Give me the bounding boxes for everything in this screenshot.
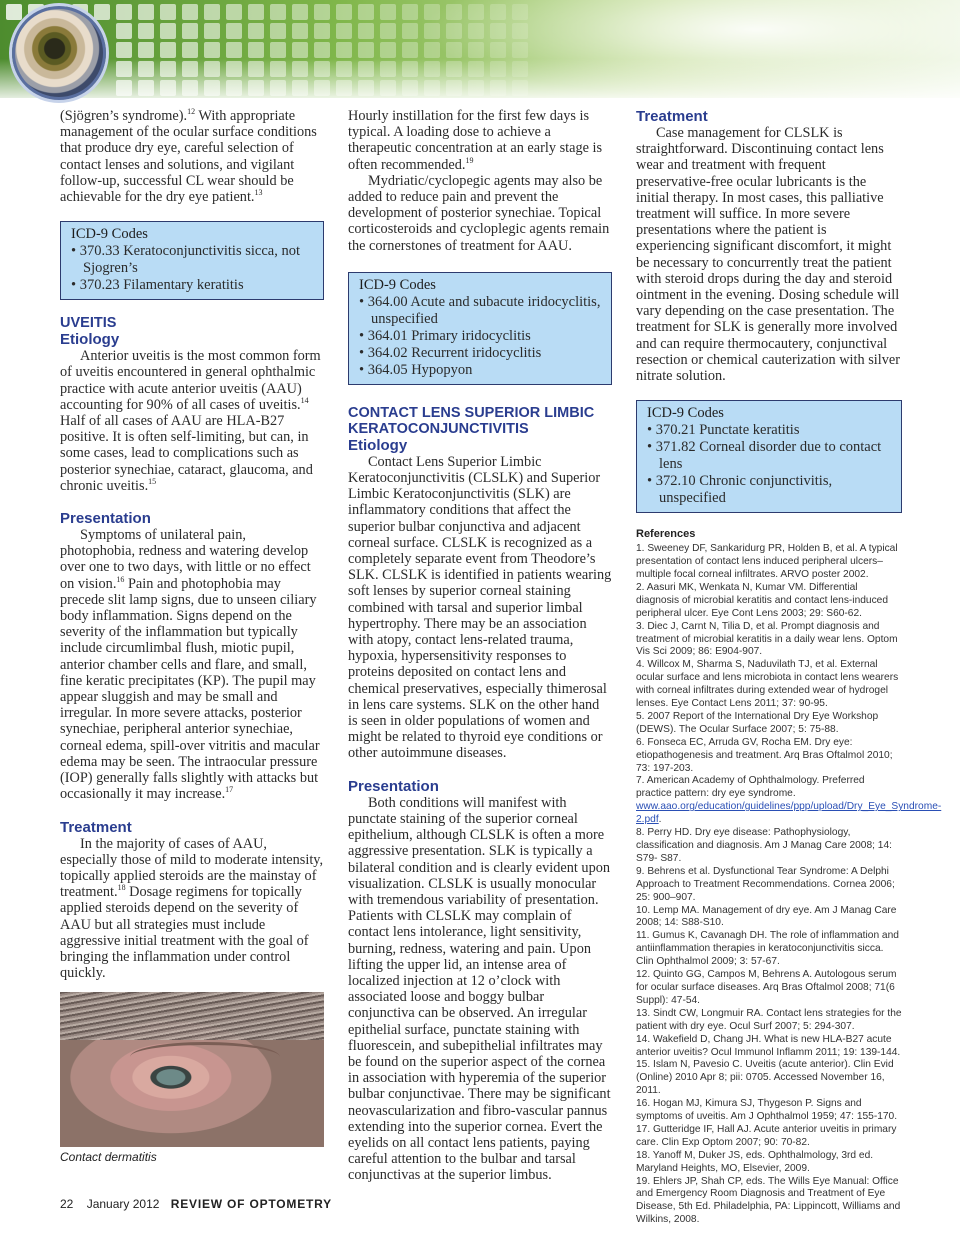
reference-item: 16. Hogan MJ, Kimura SJ, Thygeson P. Signs and symptoms of uveitis. Am J Ophthalmol 1959; 47: 155-170.: [636, 1098, 898, 1123]
subheading-presentation: Presentation: [348, 777, 439, 795]
icd-code-item: • 364.05 Hypopyon: [359, 361, 473, 378]
mydriatic-paragraph: Mydriatic/cyclopegic agents may also be added to reduce pain and prevent the development of posterior synechiae. Topical corticosteroids and cycloplegic agents remain the cornerstones of treatment for AAU.: [348, 172, 610, 254]
photo-caption: Contact dermatitis: [60, 1150, 157, 1164]
reference-item: 6. Fonseca EC, Arruda GV, Rocha EM. Dry eye: etiopathogenesis and treatment. Arq Bras Oftalmol 2010; 73: 197-203.: [636, 736, 893, 774]
icd-code-item: • 370.33 Keratoconjunctivitis sicca, not Sjogren’s: [71, 243, 300, 277]
reference-item: 11. Gumus K, Cavanagh DH. The role of inflammation and antiinflammation therapies in keratoconjunctivitis sicca. Clin Ophthalmol 2009; 3: 57-67.: [636, 930, 899, 968]
aao-guideline-link[interactable]: www.aao.org/education/guidelines/ppp/upload/Dry_Eye_Syndrome-2.pdf: [636, 801, 942, 826]
icd-code-item: • 370.23 Filamentary keratitis: [71, 277, 244, 294]
subheading-etiology: Etiology: [348, 436, 408, 454]
dosing-paragraph: Hourly instillation for the first few days is typical. A loading dose to achieve a therapeutic concentration at an early stage is often recommended.$^{19}$: [348, 108, 603, 173]
clslk-presentation-paragraph: Both conditions will manifest with punctate staining of the superior corneal epithelium, although CLSLK is often a more aggressive presentation. SLK is typically a bilateral condition and is clearly evident upon visualization. CLSLK is usually monocular with tremendous variability of presentation. Patients with CLSLK may complain of contact lens intolerance, light sensitivity, burning, redness, watering and pain. Upon lifting the upper lid, an intense area of localized injection at 12 o’clock with associated loose and boggy bulbar conjunctiva can be observed. An irregular epithelial surface, punctate staining with fluorescein, and subepithelial infiltrates may be found on the superior aspect of the cornea in association with hyperemia of the superior bulbar conjunctivae. There may be significant neovascularization and fibro-vascular pannus extending into the superior cornea. Evert the eyelids on all contact lens patients, paying careful attention to the bulbar and tarsal conjunctivas at the superior limbus.: [348, 794, 611, 1184]
subheading-treatment: Treatment: [636, 108, 708, 125]
reference-item: 12. Quinto GG, Campos M, Behrens A. Autologous serum for ocular surface diseases. Arq Bras Oftalmol 2008; 71(6 Suppl): 47-54.: [636, 969, 897, 1006]
reference-item: 15. Islam N, Pavesio C. Uveitis (acute anterior). Clin Evid (Online) 2010 Apr 8; pii: 0705. Accessed November 16, 2011.: [636, 1059, 894, 1097]
photo-eyelid: [130, 1042, 280, 1072]
icd-code-item: • 364.00 Acute and subacute iridocyclitis, unspecified: [359, 293, 601, 327]
icd-codes-box-3: [636, 400, 902, 513]
icd-codes-title: ICD-9 Codes: [359, 276, 436, 293]
page-footer: [60, 1197, 332, 1211]
reference-item: 10. Lemp MA. Management of dry eye. Am J Manag Care 2008; 14: S88-S10.: [636, 904, 897, 929]
treatment-paragraph: In the majority of cases of AAU, especially those of mild to moderate intensity, topically applied steroids are the mainstay of treatment.$^{18}$ Dosage regimens for topically applied steroids depend on the severity of AAU but all strategies must include aggressive initial treatment with the goal of bringing the inflammation under control quickly.: [60, 835, 324, 982]
magazine-name: REVIEW OF OPTOMETRY: [170, 1197, 332, 1211]
reference-item: 9. Behrens et al. Dysfunctional Tear Syndrome: A Delphi Approach to Treatment Recommendations. Cornea 2006; 25: 900–907.: [636, 865, 895, 903]
icd-codes-title: ICD-9 Codes: [71, 226, 148, 243]
issue-date: January 2012: [86, 1197, 160, 1211]
eye-lens-logo: [12, 6, 106, 100]
section-heading-clslk: CONTACT LENS SUPERIOR LIMBIC KERATOCONJUNCTIVITIS: [348, 404, 595, 437]
reference-item: 18. Yanoff M, Duker JS, eds. Ophthalmology, 3rd ed. Maryland Heights, MO, Elsevier, 2009.: [636, 1149, 874, 1174]
reference-item: 2. Aasuri MK, Wenkata N, Kumar VM. Differential diagnosis of microbial keratitis and contact lens-induced peripheral ulcer. Eye Cont Lens 2003; 29: S60-62.: [636, 581, 888, 619]
reference-item: 3. Diec J, Carnt N, Tilia D, et al. Prompt diagnosis and treatment of microbial keratitis in a daily wear lens. Optom Vis Sci 2009; 86: E904-907.: [636, 620, 898, 658]
reference-item: 8. Perry HD. Dry eye disease: Pathophysiology, classification and diagnosis. Am J Manag Care 2008; 14: S79- S87.: [636, 827, 892, 864]
reference-item: 13. Sindt CW, Longmuir RA. Contact lens strategies for the patient with dry eye. Ocul Surf 2007; 5: 294-307.: [636, 1007, 902, 1032]
section-heading-uveitis: UVEITIS: [60, 315, 117, 332]
icd-codes-box-2: [348, 272, 612, 385]
icd-code-item: • 372.10 Chronic conjunctivitis, unspecified: [647, 473, 833, 507]
intro-paragraph: (Sjögren’s syndrome).$^{12}$ With appropriate management of the ocular surface conditions that produce dry eye, careful selection of contact lenses and solutions, and vigilant follow-up, successful CL wear should be achievable for the dry eye patient.$^{13}$: [60, 107, 317, 206]
reference-item: 14. Wakefield D, Chang JH. What is new HLA-B27 acute anterior uveitis? Ocul Immunol Inflamm 2011; 19: 139-144.: [636, 1033, 901, 1058]
icd-code-item: • 364.02 Recurrent iridocyclitis: [359, 344, 542, 361]
clslk-etiology-paragraph: Contact Lens Superior Limbic Keratoconjunctivitis (CLSLK) and Superior Limbic Keratoconjunctivitis (SLK) are inflammatory conditions that affect the superior bulbar conjunctiva and adjacent corneal surface. CLSLK is recognized as a completely separate event from Theodore’s SLK. CLSLK is identified in patients wearing soft lenses by superior corneal staining combined with tarsal and superior limbal hypertrophy. There may be an association with atopy, contact lens-related trauma, hypoxia, hypersensitivity responses to proteins deposited on contact lens and chemical preservatives, especially thimerosal in lens care systems. SLK on the other hand is seen in older populations of women and might be related to thyroid eye conditions or other autoimmune diseases.: [348, 453, 612, 762]
icd-code-item: • 364.01 Primary iridocyclitis: [359, 327, 531, 344]
presentation-paragraph: Symptoms of unilateral pain, photophobia, redness and watering develop over one to two days, with little or no effect on vision.$^{16}$ Pain and photophobia may precede slit lamp signs, due to unseen ciliary body inflammation. Signs depend on the severity of the inflammation but typically include circumlimbal flush, miotic pupil, anterior chamber cells and flare, and small, fine keratic precipitates (KP). The pupil may appear sluggish and may be small and irregular. In more severe attacks, posterior synechiae, peripheral anterior synechiae, corneal edema, spill-over vitritis and macular edema may be seen. The intraocular pressure (IOP) generally falls slightly with attacks but occasionally it may increase.$^{17}$: [60, 527, 320, 803]
banner-fade: [0, 0, 960, 98]
column-2: [348, 108, 612, 1184]
references-title: References: [636, 528, 696, 541]
contact-dermatitis-photo: [60, 992, 324, 1147]
reference-item-7: 7. American Academy of Ophthalmology. Preferred practice pattern: dry eye syndrome. www.aao.org/education/guidelines/ppp/upload/Dry_Eye_Syndrome-2.pdf.: [636, 775, 942, 826]
header-banner: [0, 0, 960, 98]
reference-item: 5. 2007 Report of the International Dry Eye Workshop (DEWS). The Ocular Surface 2007; 5: 75-88.: [636, 710, 879, 735]
references-list: [636, 528, 942, 1227]
column-3: [636, 108, 942, 1227]
clslk-treatment-paragraph: Case management for CLSLK is straightforward. Discontinuing contact lens wear and treatment with frequent preservative-free ocular lubricants is the initial therapy. In most cases, this palliative treatment will suffice. In more severe presentations where the patient is experiencing significant discomfort, it might be necessary to concurrently treat the patient with steroid drops during the day and steroid ointment in the evening. Dosing schedule will vary depending on the case presentation. The treatment for SLK is generally more involved and can require thermocautery, conjunctival resection or chemical cauterization with silver nitrate solution.: [636, 125, 900, 385]
icd-code-item: • 371.82 Corneal disorder due to contact lens: [647, 439, 882, 473]
icd-code-item: • 370.21 Punctate keratitis: [647, 422, 800, 439]
reference-item: 1. Sweeney DF, Sankaridurg PR, Holden B, et al. A typical presentation of contact lens induced peripheral ulcers–multiple focal corneal infiltrates. ARVO poster 2002.: [636, 543, 898, 580]
subheading-treatment: Treatment: [60, 818, 132, 836]
subheading-etiology: Etiology: [60, 331, 120, 349]
reference-item: 19. Ehlers JP, Shah CP, eds. The Wills Eye Manual: Office and Emergency Room Diagnosis and Treatment of Eye Disease, 5th Ed. Philadelphia, PA: Lippincott, Williams and Wilkins, 2008.: [636, 1175, 901, 1226]
icd-codes-box-1: [60, 221, 324, 300]
reference-item: 4. Willcox M, Sharma S, Naduvilath TJ, et al. External ocular surface and lens microbiota in contact lens wearers with corneal infiltrates during extended wear of hydrogel lenses. Eye Contact Lens 2011; 37: 90-95.: [636, 659, 899, 710]
page-number: 22: [60, 1197, 74, 1211]
etiology-paragraph: Anterior uveitis is the most common form of uveitis encountered in general ophthalmic practice with acute anterior uveitis (AAU) accounting for 90% of all cases of uveitis.$^{14}$ Half of all cases of AAU are HLA-B27 positive. It is often self-limiting, but can, in some cases, lead to complications such as posterior synechiae, cataract, glaucoma, and chronic uveitis.$^{15}$: [60, 348, 321, 494]
reference-item: 17. Gutteridge IF, Hall AJ. Acute anterior uveitis in primary care. Clin Exp Optom 2007; 90: 70-82.: [636, 1123, 897, 1148]
icd-codes-title: ICD-9 Codes: [647, 405, 724, 422]
subheading-presentation: Presentation: [60, 510, 151, 528]
photo-eyebrow: [60, 992, 324, 1040]
column-1: [60, 108, 324, 981]
